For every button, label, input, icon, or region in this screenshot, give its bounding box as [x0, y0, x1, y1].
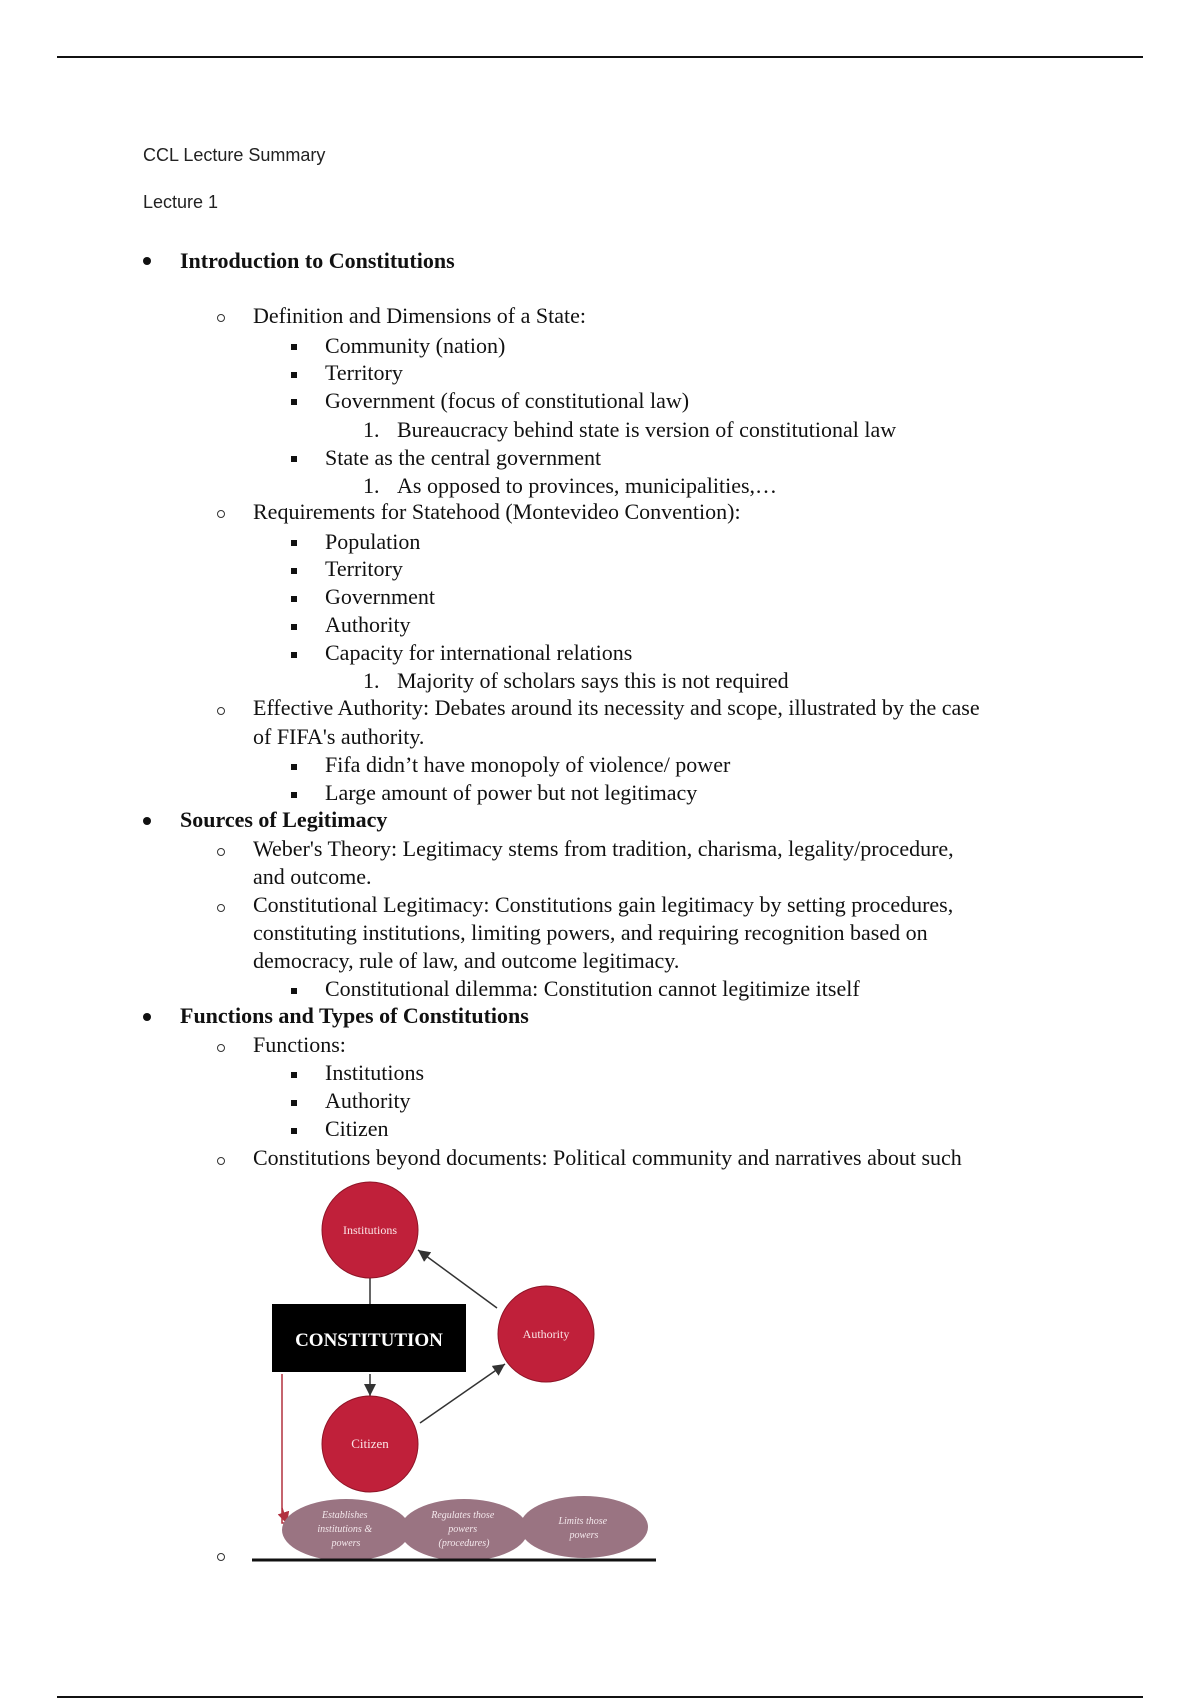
list-item: Capacity for international relations [325, 640, 633, 665]
bullet-disc [143, 257, 151, 265]
bullet-circle [217, 848, 225, 856]
list-item: Constitutions beyond documents: Political community and narratives about such [253, 1145, 962, 1170]
bullet-square [291, 652, 297, 658]
bullet-circle [217, 1553, 225, 1561]
list-item: Functions: [253, 1032, 346, 1057]
bullet-square [291, 792, 297, 798]
oval-regulates-line: (procedures) [438, 1538, 490, 1549]
bullet-square [291, 399, 297, 405]
bullet-circle [217, 314, 225, 322]
oval-limits-line: powers [569, 1530, 599, 1541]
section-title-legitimacy: Sources of Legitimacy [180, 807, 388, 832]
node-citizen-label: Citizen [351, 1436, 389, 1451]
bullet-circle [217, 1044, 225, 1052]
list-number: 1. [363, 668, 380, 693]
list-item: Territory [325, 360, 403, 385]
bullet-square [291, 596, 297, 602]
oval-regulates-line: Regulates those [431, 1510, 495, 1521]
bullet-circle [217, 707, 225, 715]
bullet-disc [143, 1013, 151, 1021]
list-item: Large amount of power but not legitimacy [325, 780, 698, 805]
oval-establishes-line: Establishes [321, 1510, 368, 1521]
bullet-circle [217, 510, 225, 518]
constitution-label: CONSTITUTION [295, 1330, 443, 1351]
bullet-square [291, 1072, 297, 1078]
list-item: Bureaucracy behind state is version of constitutional law [397, 417, 897, 442]
bullet-square [291, 568, 297, 574]
list-item: Fifa didn’t have monopoly of violence/ power [325, 752, 731, 777]
list-item: Constitutional dilemma: Constitution cannot legitimize itself [325, 976, 860, 1001]
list-item-continuation: constituting institutions, limiting powers, and requiring recognition based on [253, 920, 928, 945]
list-item: Government [325, 584, 435, 609]
bullet-circle [217, 1157, 225, 1165]
list-item: State as the central government [325, 445, 602, 470]
list-item-continuation: and outcome. [253, 864, 372, 889]
list-item: As opposed to provinces, municipalities,… [397, 473, 778, 498]
section-title-introduction: Introduction to Constitutions [180, 248, 455, 273]
bullet-square [291, 764, 297, 770]
list-item: Territory [325, 556, 403, 581]
list-item: Population [325, 529, 421, 554]
bottom-rule [57, 1696, 1143, 1698]
bullet-square [291, 1100, 297, 1106]
bullet-disc [143, 817, 151, 825]
document-title: CCL Lecture Summary [143, 145, 326, 165]
oval-limits-line: Limits those [558, 1516, 608, 1527]
node-authority-label: Authority [522, 1327, 570, 1341]
list-number: 1. [363, 473, 380, 498]
section-title-functions: Functions and Types of Constitutions [180, 1003, 529, 1028]
list-item: Effective Authority: Debates around its necessity and scope, illustrated by the case [253, 695, 980, 720]
list-item: Institutions [325, 1060, 425, 1085]
bullet-square [291, 1128, 297, 1134]
top-rule [57, 56, 1143, 58]
list-item: Definition and Dimensions of a State: [253, 303, 586, 328]
bullet-circle [217, 904, 225, 912]
list-item: Authority [325, 612, 411, 637]
bullet-square [291, 988, 297, 994]
list-item: Requirements for Statehood (Montevideo Convention): [253, 499, 741, 524]
list-item-continuation: democracy, rule of law, and outcome legitimacy. [253, 948, 680, 973]
bullet-square [291, 540, 297, 546]
list-item-continuation: of FIFA's authority. [253, 724, 425, 749]
bullet-square [291, 624, 297, 630]
list-item: Citizen [325, 1116, 389, 1141]
list-number: 1. [363, 417, 380, 442]
oval-establishes-line: institutions & [317, 1524, 373, 1535]
bullet-square [291, 456, 297, 462]
list-item: Weber's Theory: Legitimacy stems from tradition, charisma, legality/procedure, [253, 836, 954, 861]
list-item: Community (nation) [325, 333, 506, 358]
bullet-square [291, 344, 297, 350]
list-item: Constitutional Legitimacy: Constitutions gain legitimacy by setting procedures, [253, 892, 954, 917]
constitution-diagram [250, 1178, 660, 1570]
oval-establishes-line: powers [331, 1538, 361, 1549]
list-item: Government (focus of constitutional law) [325, 388, 690, 413]
list-item: Majority of scholars says this is not required [397, 668, 789, 693]
lecture-label: Lecture 1 [143, 192, 219, 212]
node-institutions-label: Institutions [342, 1223, 398, 1237]
list-item: Authority [325, 1088, 411, 1113]
bullet-square [291, 372, 297, 378]
oval-regulates-line: powers [448, 1524, 478, 1535]
oval-limits [520, 1496, 648, 1558]
